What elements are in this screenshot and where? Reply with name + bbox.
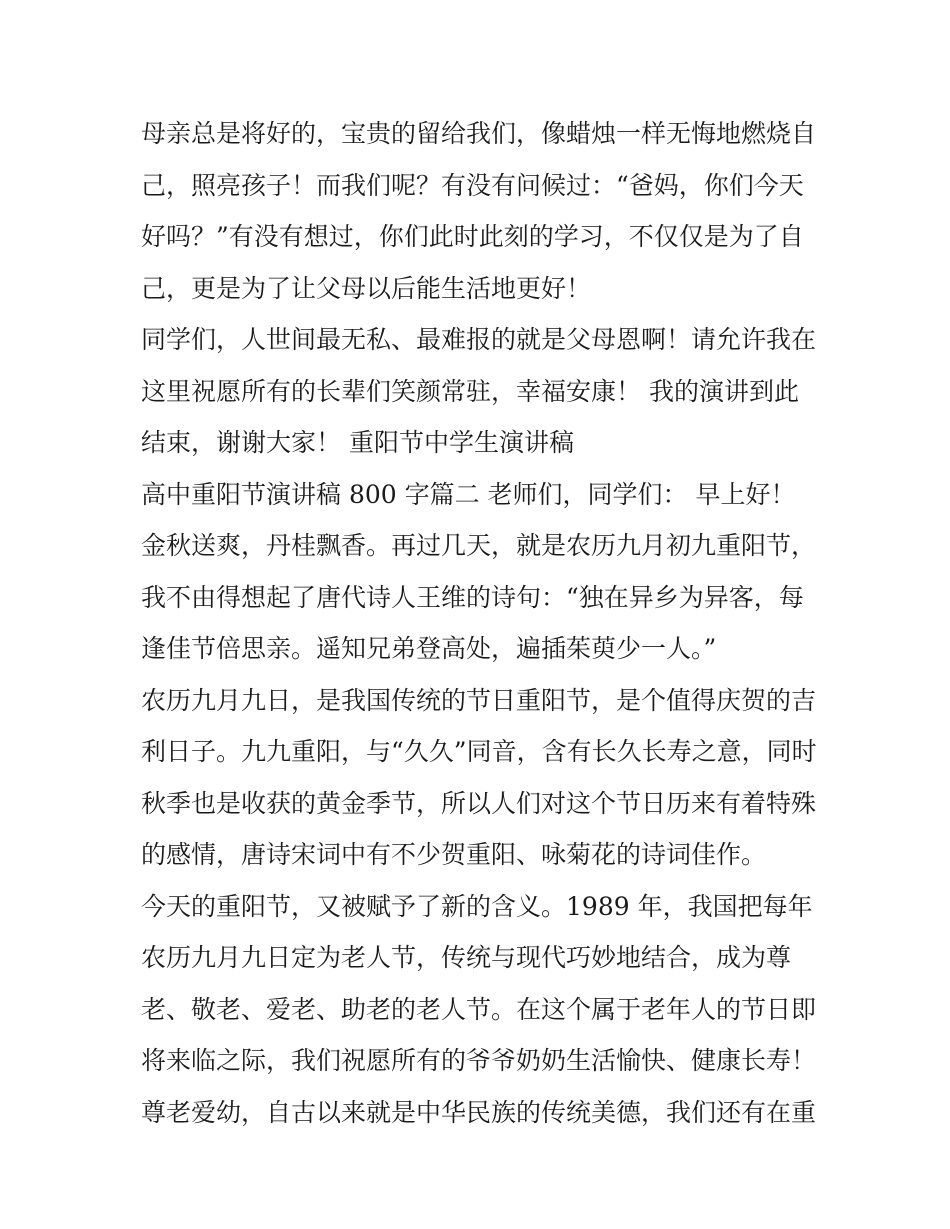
text-line: 我不由得想起了唐代诗人王维的诗句：“独在异乡为异客，每 xyxy=(141,582,804,612)
text-line: 秋季也是收获的黄金季节，所以人们对这个节日历来有着特殊 xyxy=(141,788,817,818)
text-line: 己，更是为了让父母以后能生活地更好！ xyxy=(141,273,592,303)
text-line: 的感情，唐诗宋词中有不少贺重阳、咏菊花的诗词佳作。 xyxy=(141,840,767,869)
text-line: 结束，谢谢大家！ 重阳节中学生演讲稿 xyxy=(141,428,574,457)
text-line: 逢佳节倍思亲。遥知兄弟登高处，遍插茱萸少一人。” xyxy=(141,634,717,663)
text-line: 母亲总是将好的，宝贵的留给我们，像蜡烛一样无悔地燃烧自 xyxy=(141,119,817,148)
text-line: 好吗？”有没有想过，你们此时此刻的学习，不仅仅是为了自 xyxy=(141,222,804,251)
text-line: 己，照亮孩子！而我们呢？有没有问候过：“爸妈，你们今天 xyxy=(141,170,804,200)
text-line: 高中重阳节演讲稿 800 字篇二 老师们，同学们： 早上好！ xyxy=(141,479,796,509)
text-line: 这里祝愿所有的长辈们笑颜常驻，幸福安康！ 我的演讲到此 xyxy=(141,376,799,406)
text-line: 同学们，人世间最无私、最难报的就是父母恩啊！请允许我在 xyxy=(141,325,817,354)
text-line: 尊老爱幼，自古以来就是中华民族的传统美德，我们还有在重 xyxy=(141,1097,817,1127)
text-line: 将来临之际，我们祝愿所有的爷爷奶奶生活愉快、健康长寿！ xyxy=(141,1046,817,1075)
document-body xyxy=(141,108,821,1138)
text-line: 今天的重阳节，又被赋予了新的含义。1989 年，我国把每年 xyxy=(141,891,813,921)
text-line: 利日子。九九重阳，与“久久”同音，含有长久长寿之意，同时 xyxy=(141,737,817,766)
text-line: 金秋送爽，丹桂飘香。再过几天，就是农历九月初九重阳节， xyxy=(141,531,817,560)
text-line: 农历九月九日，是我国传统的节日重阳节，是个值得庆贺的吉 xyxy=(141,685,817,715)
text-line: 农历九月九日定为老人节，传统与现代巧妙地结合，成为尊 xyxy=(141,943,792,972)
text-line: 老、敬老、爱老、助老的老人节。在这个属于老年人的节日即 xyxy=(141,994,817,1024)
